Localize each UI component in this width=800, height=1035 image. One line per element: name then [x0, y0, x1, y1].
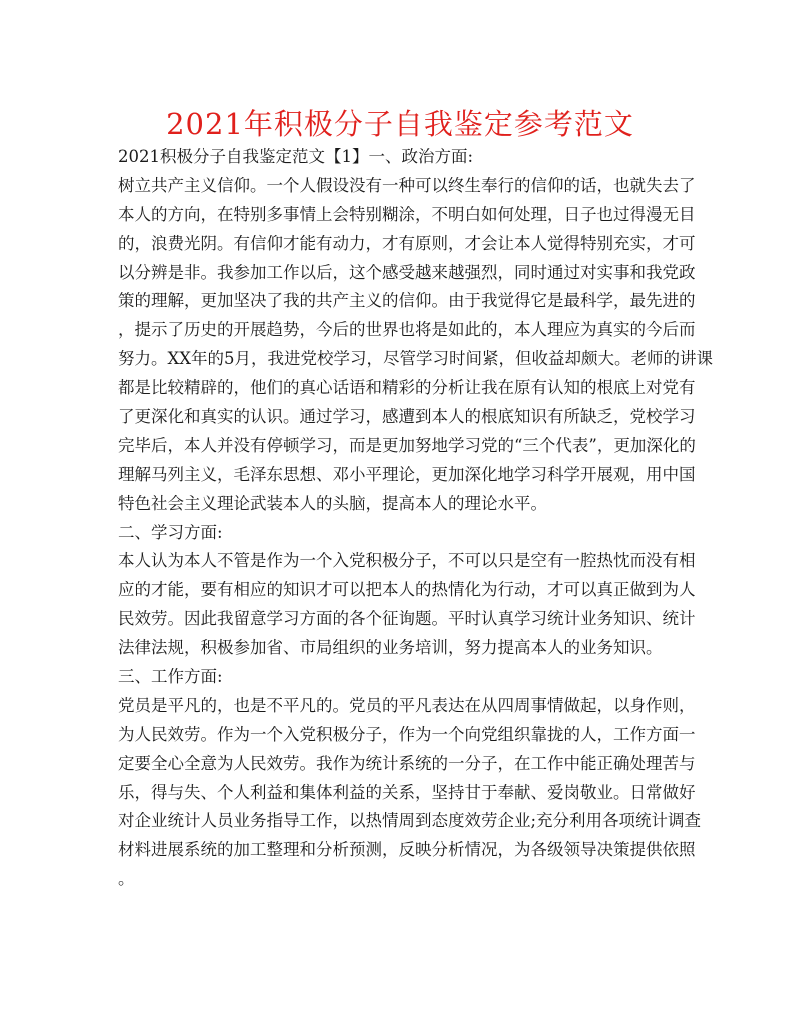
text-line-8: 努力。XX年的5月，我进党校学习，尽管学习时间紧，但收益却颇大。老师的讲课: [118, 349, 713, 369]
text-line-23: 乐，得与失、个人利益和集体利益的关系，坚持甘于奉献、爱岗敬业。日常做好: [118, 782, 696, 802]
text-line-7: ，提示了历史的开展趋势，今后的世界也将是如此的，本人理应为真实的今后而: [118, 320, 696, 340]
page-title: 2021年积极分子自我鉴定参考范文: [166, 107, 634, 141]
text-line-4: 的，浪费光阴。有信仰才能有动力，才有原则，才会让本人觉得特别充实，才可: [118, 233, 696, 253]
text-line-9: 都是比较精辟的，他们的真心话语和精彩的分析让我在原有认知的根底上对党有: [118, 378, 696, 398]
text-line-3: 本人的方向，在特别多事情上会特别糊涂，不明白如何处理，日子也过得漫无目: [118, 204, 696, 224]
text-line-10: 了更深化和真实的认识。通过学习，感遭到本人的根底知识有所缺乏，党校学习: [118, 407, 696, 427]
text-line-5: 以分辨是非。我参加工作以后，这个感受越来越强烈，同时通过对实事和我党政: [118, 262, 696, 282]
section-heading-work: 三、工作方面:: [118, 667, 223, 687]
text-line-2: 树立共产主义信仰。一个人假设没有一种可以终生奉行的信仰的话，也就失去了: [118, 175, 696, 195]
text-line-26: 。: [118, 869, 135, 889]
text-line-22: 定要全心全意为人民效劳。我作为统计系统的一分子，在工作中能正确处理苦与: [118, 753, 696, 773]
document-body: [118, 143, 713, 894]
text-line-21: 为人民效劳。作为一个入党积极分子，作为一个向党组织靠拢的人，工作方面一: [118, 724, 696, 744]
text-line-24: 对企业统计人员业务指导工作，以热情周到态度效劳企业;充分利用各项统计调查: [118, 811, 702, 831]
text-line-25: 材料进展系统的加工整理和分析预测，反映分析情况，为各级领导决策提供依照: [118, 840, 696, 860]
text-line-11: 完毕后，本人并没有停顿学习，而是更加努地学习党的“三个代表”，更加深化的: [118, 435, 696, 455]
text-line-6: 策的理解，更加坚决了我的共产主义的信仰。由于我觉得它是最科学，最先进的: [118, 291, 696, 311]
text-line-17: 民效劳。因此我留意学习方面的各个征询题。平时认真学习统计业务知识、统计: [118, 609, 696, 629]
text-line-15: 本人认为本人不管是作为一个入党积极分子，不可以只是空有一腔热忱而没有相: [118, 551, 696, 571]
text-line-1: 2021积极分子自我鉴定范文【1】一、政治方面:: [118, 147, 474, 166]
text-line-18: 法律法规，积极参加省、市局组织的业务培训，努力提高本人的业务知识。: [118, 638, 663, 658]
text-line-13: 特色社会主义理论武装本人的头脑，提高本人的理论水平。: [118, 493, 547, 513]
text-line-16: 应的才能，要有相应的知识才可以把本人的热情化为行动，才可以真正做到为人: [118, 580, 696, 600]
text-line-12: 理解马列主义，毛泽东思想、邓小平理论，更加深化地学习科学开展观，用中国: [118, 464, 696, 484]
section-heading-study: 二、学习方面:: [118, 522, 223, 542]
text-line-20: 党员是平凡的，也是不平凡的。党员的平凡表达在从四周事情做起，以身作则，: [118, 695, 696, 715]
